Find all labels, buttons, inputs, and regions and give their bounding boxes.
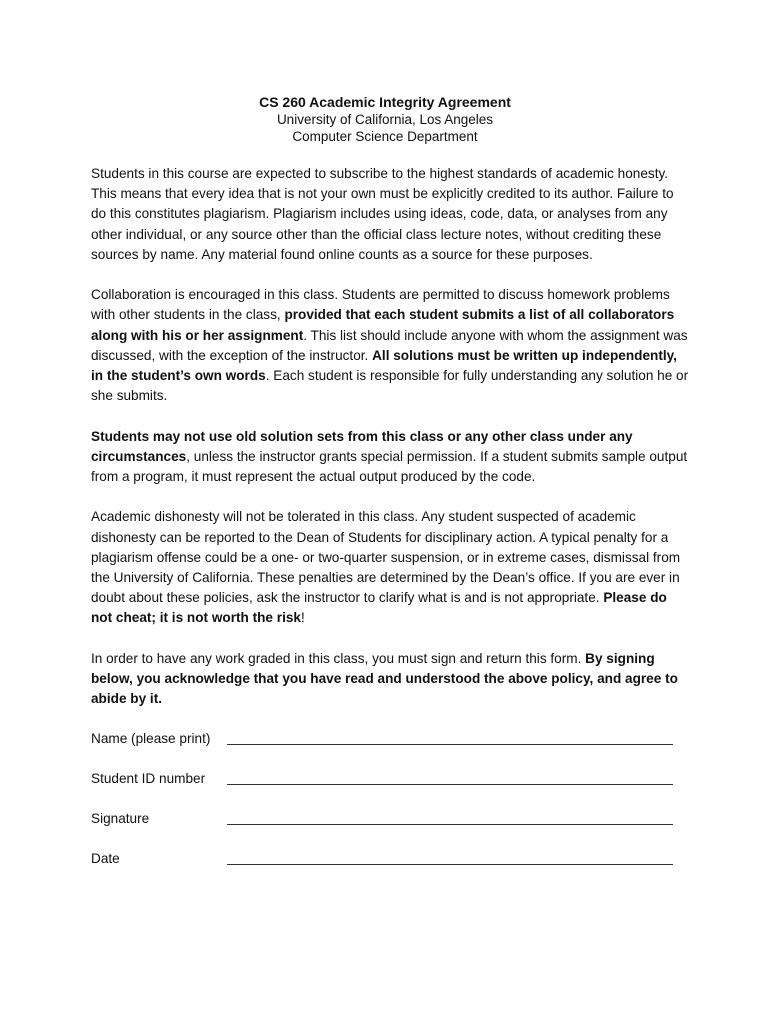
signature-label: Signature (91, 811, 150, 826)
paragraph-emphasis: provided that each student submits a list of all collaborators along with his or her assignment (91, 307, 675, 343)
paragraph-text: , unless the instructor grants special permission. If a student submits sample output from a program, it must represent the actual output produced by the code. (91, 448, 688, 485)
date-label: Date (91, 851, 120, 866)
signature-field-row (91, 809, 691, 849)
paragraph-emphasis: All solutions must be written up independently, in the student’s own words (91, 347, 677, 384)
paragraph-text: ! (300, 610, 305, 626)
student-id-field[interactable] (227, 784, 673, 785)
paragraph-emphasis: Students may not use old solution sets from this class or any other class under any circumstances (91, 428, 633, 464)
paragraph-agreement (91, 649, 691, 710)
paragraph-emphasis: Please do not cheat; it is not worth the risk (91, 590, 667, 626)
paragraph-text: . Each student is responsible for fully understanding any solution he or she submits. (91, 368, 689, 404)
date-field[interactable] (227, 864, 673, 865)
signature-form (91, 729, 691, 889)
paragraph-text: Students in this course are expected to subscribe to the highest standards of academic honesty. This means that every idea that is not your own must be explicitly credited to its author. Failure to do this constitutes plagiarism. Plagiarism includes using ideas, code, data, or analyses from any other individual, or any source other than the official class lecture notes, without crediting these sources by name. Any material found online counts as a source for these purposes. (91, 166, 674, 262)
paragraph-text: In order to have any work graded in this class, you must sign and return this form. (91, 650, 586, 666)
paragraph-text: . This list should include anyone with whom the assignment was discussed, with the exception of the instructor. (91, 327, 688, 363)
paragraph-emphasis: By signing below, you acknowledge that you have read and understood the above policy, and agree to abide by it. (91, 650, 678, 707)
department-name: Computer Science Department (292, 129, 478, 144)
name-field[interactable] (227, 744, 673, 745)
student-id-field-row (91, 769, 691, 809)
student-id-label: Student ID number (91, 771, 206, 786)
date-field-row (91, 849, 691, 889)
paragraph-text: Collaboration is encouraged in this class. Students are permitted to discuss homework problems with other students in the class, (91, 287, 670, 323)
name-field-row (91, 729, 691, 769)
signature-field[interactable] (227, 824, 673, 825)
paragraph-plagiarism (91, 164, 691, 265)
paragraph-old-solutions (91, 427, 691, 488)
university-name: University of California, Los Angeles (276, 112, 494, 127)
document-title: CS 260 Academic Integrity Agreement (259, 94, 511, 110)
paragraph-collaboration (91, 285, 691, 406)
paragraph-dishonesty (91, 507, 691, 628)
policy-body (91, 164, 691, 730)
paragraph-text: Academic dishonesty will not be tolerated in this class. Any student suspected of academic dishonesty can be reported to the Dean of Students for disciplinary action. A typical penalty for a plagiarism offense could be a one- or two-quarter suspension, or in extreme cases, dismissal from the University of California. These penalties are determined by the Dean’s office. If you are ever in doubt about these policies, ask the instructor to clarify what is and is not appropriate. (91, 509, 681, 606)
name-label: Name (please print) (91, 731, 211, 746)
document-header (0, 93, 770, 145)
